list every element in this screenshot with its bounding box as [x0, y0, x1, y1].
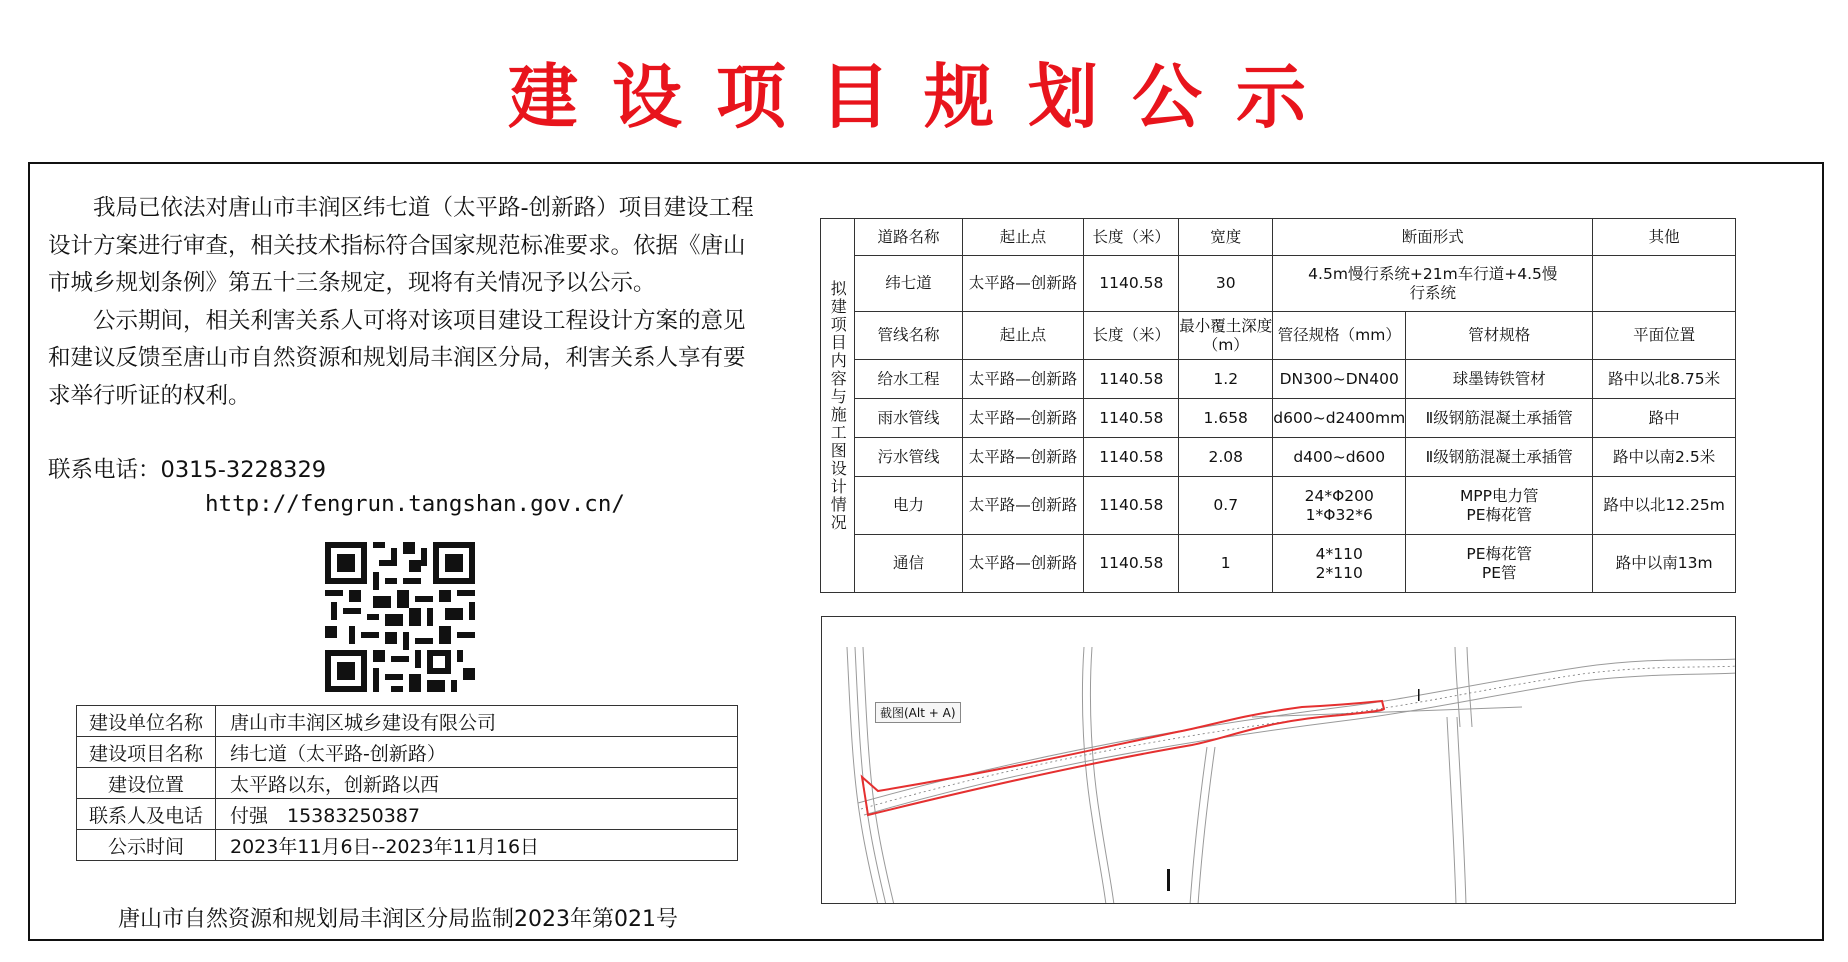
table-header: 长度（米） — [1084, 312, 1179, 360]
table-cell: 1140.58 — [1084, 360, 1179, 399]
info-label: 建设位置 — [77, 768, 216, 799]
notice-paragraph-1: 我局已依法对唐山市丰润区纬七道（太平路-创新路）项目建设工程设计方案进行审查，相关技术指标符合国家规范标准要求。依据《唐山市城乡规划条例》第五十三条规定，现将有关情况予以公示。 — [48, 195, 754, 296]
table-cell: 1140.58 — [1084, 535, 1179, 593]
table-header: 长度（米） — [1084, 219, 1179, 256]
site-plan-svg — [822, 617, 1736, 904]
table-row — [821, 399, 1736, 438]
table-cell: 污水管线 — [855, 438, 962, 477]
table-header: 平面位置 — [1593, 312, 1736, 360]
info-label: 建设单位名称 — [77, 706, 216, 737]
table-cell: 给水工程 — [855, 360, 962, 399]
table-cell: d600~d2400mm — [1273, 399, 1406, 438]
qr-code-icon — [324, 542, 476, 692]
table-cell: 球墨铸铁管材 — [1406, 360, 1593, 399]
info-label: 公示时间 — [77, 830, 216, 861]
table-row — [77, 706, 738, 737]
table-row — [821, 219, 1736, 256]
table-row — [77, 799, 738, 830]
table-cell: 路中以北8.75米 — [1593, 360, 1736, 399]
table-cell: d400~d600 — [1273, 438, 1406, 477]
info-label: 建设项目名称 — [77, 737, 216, 768]
table-cell: 太平路—创新路 — [962, 256, 1084, 312]
page-title: 建设项目规划公示 — [508, 56, 1340, 138]
table-row — [821, 535, 1736, 593]
table-cell: 通信 — [855, 535, 962, 593]
site-plan-drawing — [821, 616, 1736, 904]
table-cell: 4*110 2*110 — [1273, 535, 1406, 593]
table-cell: 太平路—创新路 — [962, 360, 1084, 399]
website-url: http://fengrun.tangshan.gov.cn/ — [205, 491, 625, 517]
info-value: 2023年11月6日--2023年11月16日 — [216, 830, 738, 861]
table-row — [77, 768, 738, 799]
table-row — [77, 737, 738, 768]
table-cell: 雨水管线 — [855, 399, 962, 438]
table-cell: 1 — [1179, 535, 1273, 593]
project-info-table — [76, 705, 738, 861]
table-cell: 太平路—创新路 — [962, 477, 1084, 535]
table-header: 其他 — [1593, 219, 1736, 256]
table-cell: 路中以北12.25m — [1593, 477, 1736, 535]
table-row — [821, 360, 1736, 399]
table-header: 管材规格 — [1406, 312, 1593, 360]
table-cell — [1593, 256, 1736, 312]
table-cell: 1140.58 — [1084, 256, 1179, 312]
table-cell: 太平路—创新路 — [962, 535, 1084, 593]
table-cell: 1.2 — [1179, 360, 1273, 399]
table-cell: 1140.58 — [1084, 477, 1179, 535]
table-cell: 路中以南2.5米 — [1593, 438, 1736, 477]
table-header: 起止点 — [962, 219, 1084, 256]
table-row — [821, 256, 1736, 312]
table-cell: 24*Φ200 1*Φ32*6 — [1273, 477, 1406, 535]
side-label: 拟建项目内容与施工图设计情况 — [821, 219, 855, 593]
info-value: 唐山市丰润区城乡建设有限公司 — [216, 706, 738, 737]
table-cell: 30 — [1179, 256, 1273, 312]
table-cell: 2.08 — [1179, 438, 1273, 477]
table-cell: 太平路—创新路 — [962, 399, 1084, 438]
table-cell: Ⅱ级钢筋混凝土承插管 — [1406, 399, 1593, 438]
table-cell: PE梅花管 PE管 — [1406, 535, 1593, 593]
contact-phone: 联系电话：0315-3228329 — [48, 457, 327, 483]
table-cell: DN300~DN400 — [1273, 360, 1406, 399]
table-row — [77, 830, 738, 861]
table-cell: 0.7 — [1179, 477, 1273, 535]
table-row — [821, 438, 1736, 477]
screenshot-tooltip: 截图(Alt + A) — [875, 702, 961, 723]
spec-table — [820, 218, 1736, 593]
info-value: 付强 15383250387 — [216, 799, 738, 830]
table-cell: 太平路—创新路 — [962, 438, 1084, 477]
table-header: 道路名称 — [855, 219, 962, 256]
table-header: 起止点 — [962, 312, 1084, 360]
table-cell: 路中 — [1593, 399, 1736, 438]
table-header: 管径规格（mm） — [1273, 312, 1406, 360]
info-value: 太平路以东，创新路以西 — [216, 768, 738, 799]
table-header: 最小覆土深度（m） — [1179, 312, 1273, 360]
table-row — [821, 477, 1736, 535]
table-row — [821, 312, 1736, 360]
table-cell: 4.5m慢行系统+21m车行道+4.5慢行系统 — [1273, 256, 1593, 312]
footer-note: 唐山市自然资源和规划局丰润区分局监制2023年第021号 — [118, 907, 678, 932]
table-cell: MPP电力管 PE梅花管 — [1406, 477, 1593, 535]
table-header: 宽度 — [1179, 219, 1273, 256]
info-label: 联系人及电话 — [77, 799, 216, 830]
table-cell: 纬七道 — [855, 256, 962, 312]
table-header: 断面形式 — [1273, 219, 1593, 256]
table-cell: 1140.58 — [1084, 399, 1179, 438]
info-value: 纬七道（太平路-创新路） — [216, 737, 738, 768]
table-cell: 1.658 — [1179, 399, 1273, 438]
notice-text — [48, 190, 760, 415]
table-header: 管线名称 — [855, 312, 962, 360]
table-cell: Ⅱ级钢筋混凝土承插管 — [1406, 438, 1593, 477]
table-cell: 路中以南13m — [1593, 535, 1736, 593]
table-cell: 1140.58 — [1084, 438, 1179, 477]
table-cell: 电力 — [855, 477, 962, 535]
notice-paragraph-2: 公示期间，相关利害关系人可将对该项目建设工程设计方案的意见和建议反馈至唐山市自然资源和规划局丰润区分局，利害关系人享有要求举行听证的权利。 — [48, 307, 746, 409]
